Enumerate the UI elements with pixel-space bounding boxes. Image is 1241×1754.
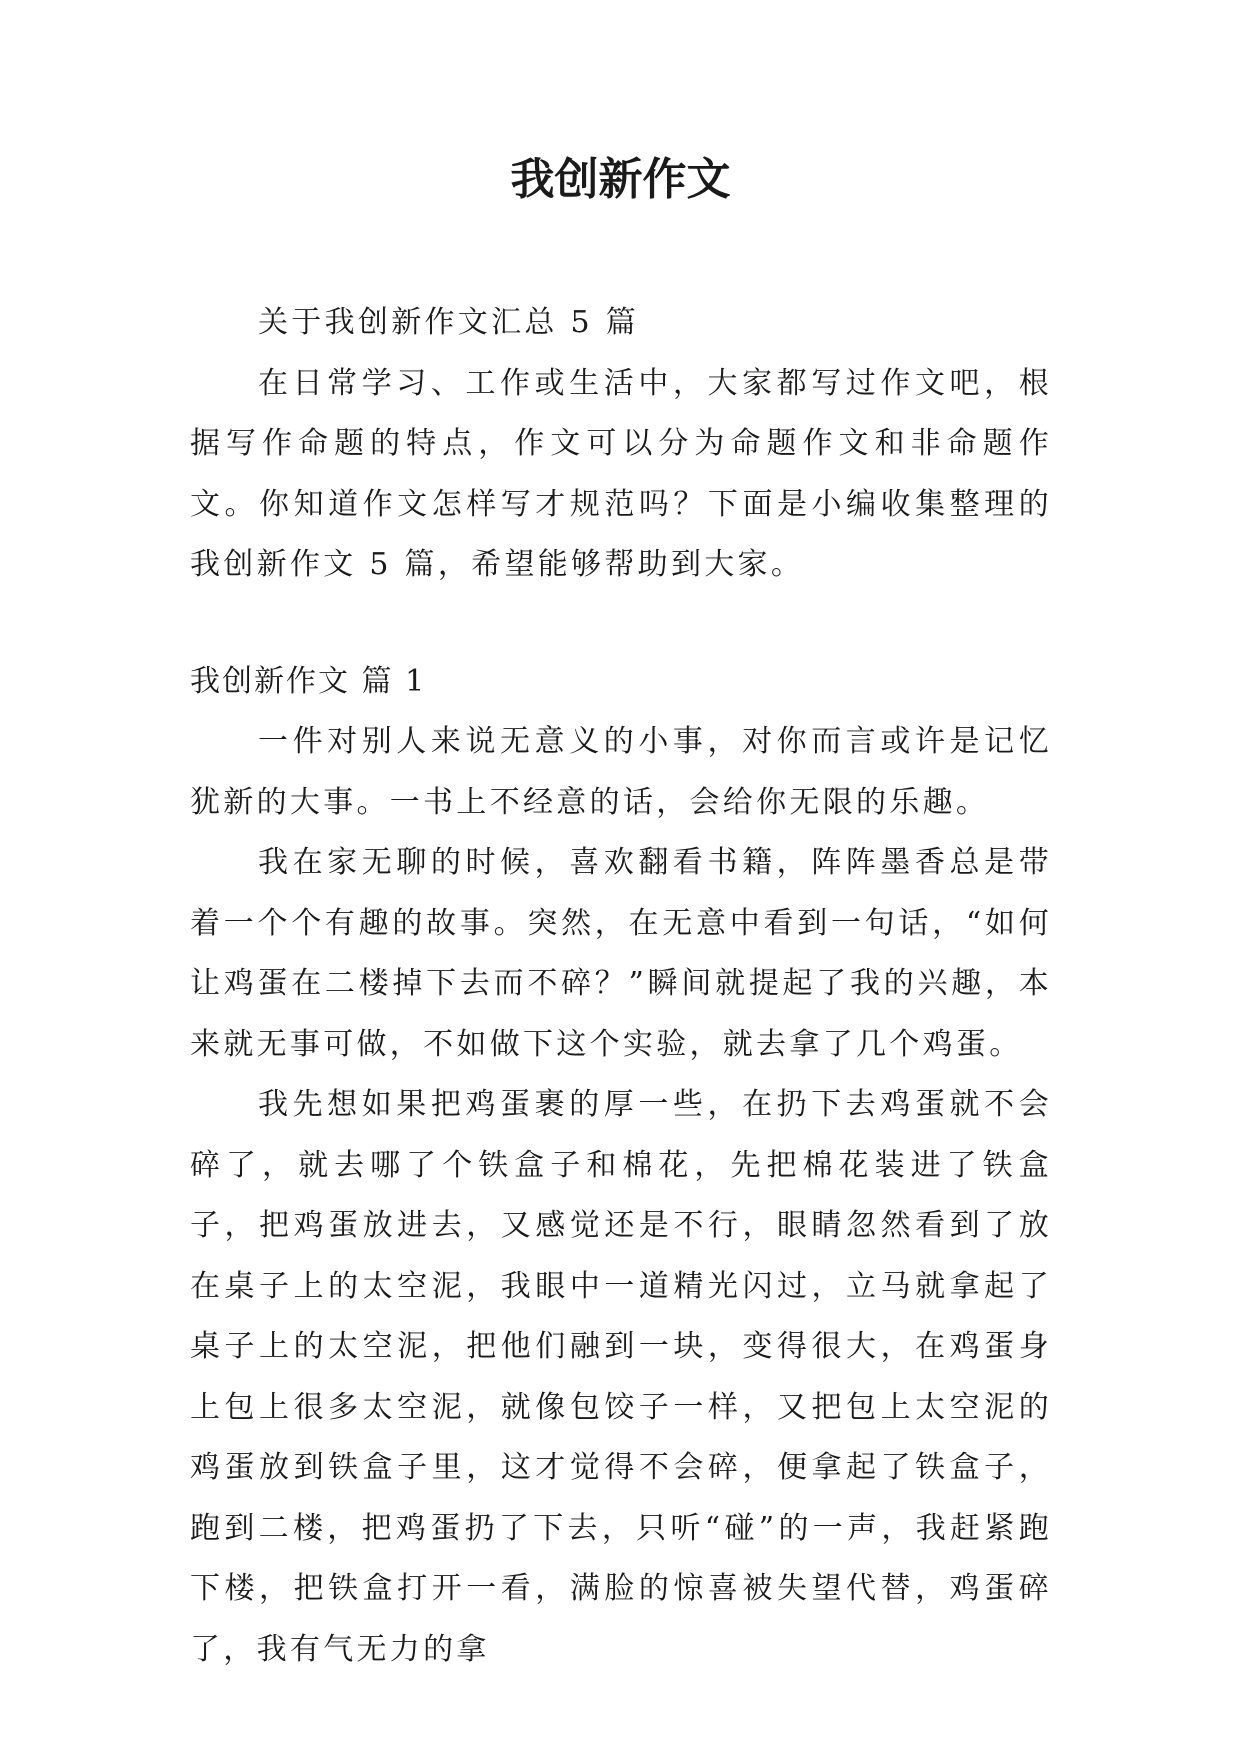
section-heading: 我创新作文 篇 1 [190,663,427,699]
document-subtitle: 关于我创新作文汇总 5 篇 [258,305,640,340]
document-body [190,293,1052,1680]
body-paragraph-3: 我先想如果把鸡蛋裹的厚一些，在扔下去鸡蛋就不会碎了，就去哪了个铁盒子和棉花，先把棉花装进了铁盒子，把鸡蛋放进去，又感觉还是不行，眼睛忽然看到了放在桌子上的太空泥，我眼中一道精光闪过，立马就拿起了桌子上的太空泥，把他们融到一块，变得很大，在鸡蛋身上包上很多太空泥，就像包饺子一样，又把包上太空泥的鸡蛋放到铁盒子里，这才觉得不会碎，便拿起了铁盒子，跑到二楼，把鸡蛋扔了下去，只听“碰”的一声，我赶紧跑下楼，把铁盒打开一看，满脸的惊喜被失望代替，鸡蛋碎了，我有气无力的拿 [190,1087,1052,1667]
body-paragraph-2: 我在家无聊的时候，喜欢翻看书籍，阵阵墨香总是带着一个个有趣的故事。突然，在无意中看到一句话，“如何让鸡蛋在二楼掉下去而不碎？”瞬间就提起了我的兴趣，本来就无事可做，不如做下这个实验，就去拿了几个鸡蛋。 [190,845,1052,1062]
document-title: 我创新作文 [510,154,731,205]
body-paragraph-1: 一件对别人来说无意义的小事，对你而言或许是记忆犹新的大事。一书上不经意的话，会给你无限的乐趣。 [190,724,1052,820]
intro-paragraph: 在日常学习、工作或生活中，大家都写过作文吧，根据写作命题的特点，作文可以分为命题作文和非命题作文。你知道作文怎样写才规范吗？下面是小编收集整理的我创新作文 5 篇，希望能够帮助到大家。 [190,365,1052,582]
